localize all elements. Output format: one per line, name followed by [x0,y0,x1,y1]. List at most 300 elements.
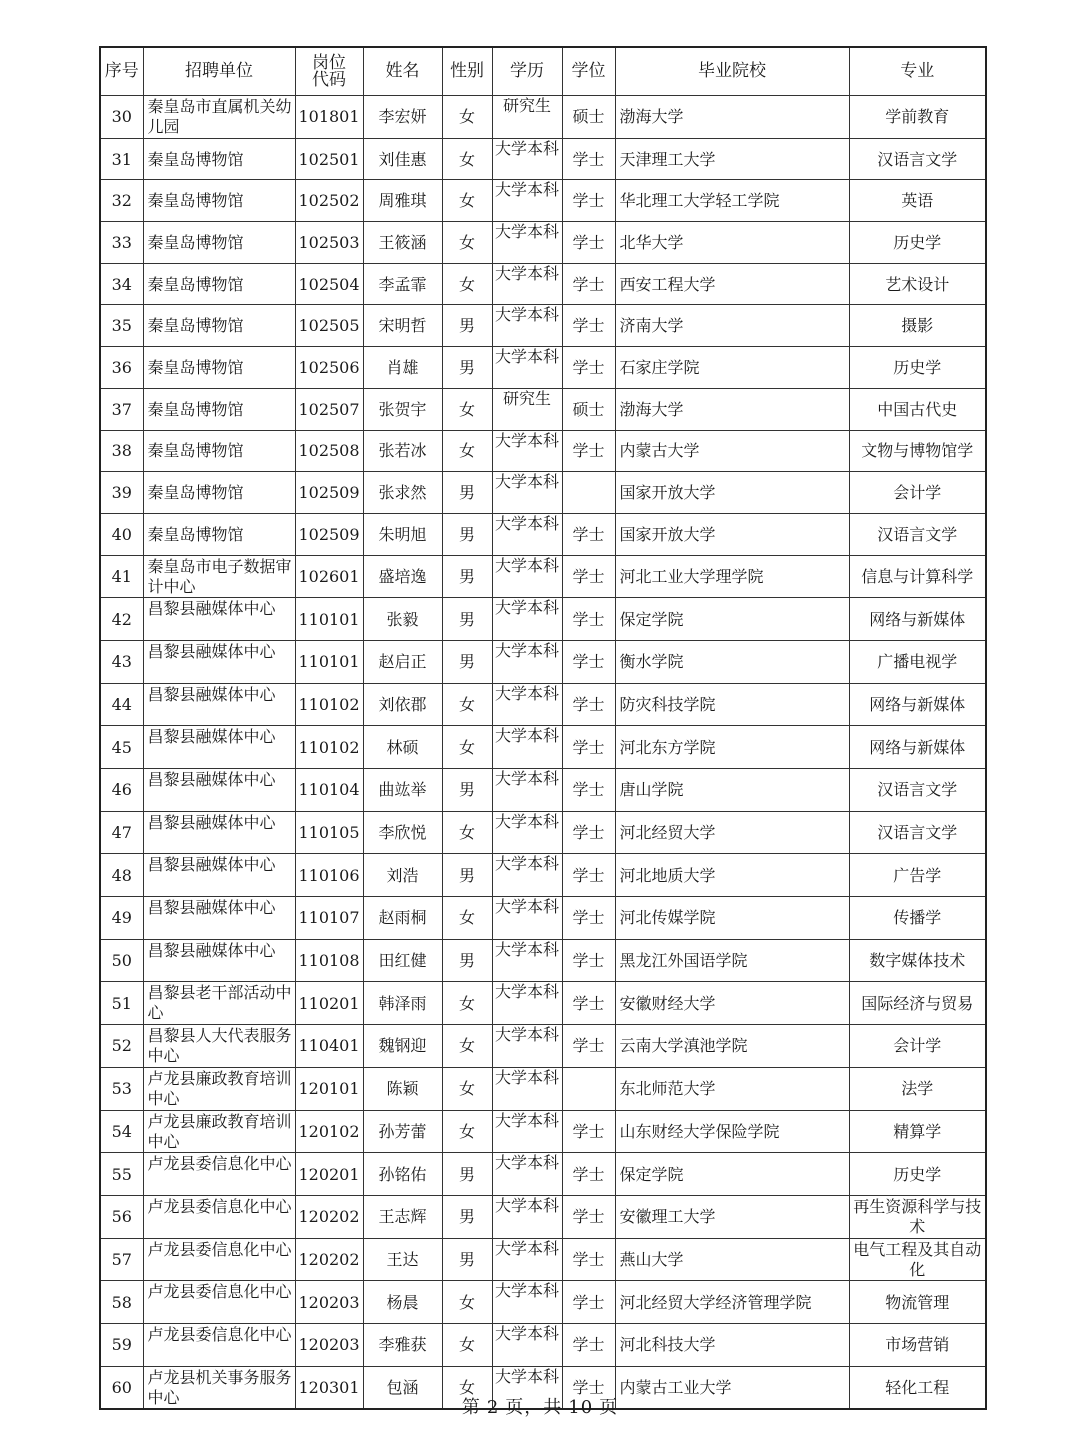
cell-seq: 60 [100,1366,143,1409]
cell-education: 大学本科 [492,640,562,683]
cell-code: 102503 [295,222,363,264]
header-code-line2: 代码 [312,69,346,90]
table-row [100,305,986,347]
cell-degree: 硕士 [562,96,615,139]
cell-degree: 学士 [562,939,615,982]
cell-school: 保定学院 [615,1153,849,1196]
cell-major: 会计学 [849,1025,986,1068]
cell-major: 文物与博物馆学 [849,430,986,472]
cell-major: 历史学 [849,347,986,389]
cell-degree: 学士 [562,347,615,389]
cell-code: 110107 [295,897,363,940]
cell-school: 河北经贸大学 [615,811,849,854]
page-current: 2 [486,1397,500,1418]
cell-seq: 33 [100,222,143,264]
cell-seq: 40 [100,513,143,555]
header-seq: 序号 [100,47,143,96]
header-major: 专业 [849,47,986,96]
page-footer [0,1393,1080,1419]
cell-unit: 卢龙县委信息化中心 [143,1323,295,1366]
cell-unit: 昌黎县融媒体中心 [143,897,295,940]
cell-seq: 38 [100,430,143,472]
cell-school: 河北经贸大学经济管理学院 [615,1281,849,1324]
cell-unit: 昌黎县融媒体中心 [143,854,295,897]
cell-education: 大学本科 [492,1025,562,1068]
cell-education: 大学本科 [492,1366,562,1409]
cell-code: 120301 [295,1366,363,1409]
cell-degree: 学士 [562,1153,615,1196]
cell-code: 102509 [295,513,363,555]
cell-education: 大学本科 [492,769,562,812]
cell-unit: 昌黎县融媒体中心 [143,769,295,812]
cell-code: 110108 [295,939,363,982]
cell-code: 120203 [295,1323,363,1366]
cell-seq: 32 [100,180,143,222]
table-body [100,96,986,1410]
cell-degree: 学士 [562,1323,615,1366]
header-name: 姓名 [363,47,442,96]
header-code [295,47,363,96]
cell-major: 广播电视学 [849,640,986,683]
cell-seq: 59 [100,1323,143,1366]
cell-gender: 男 [442,1153,492,1196]
table-row [100,1281,986,1324]
table-row [100,430,986,472]
table-row [100,598,986,641]
cell-school: 燕山大学 [615,1238,849,1281]
cell-degree: 学士 [562,1281,615,1324]
table-row [100,138,986,180]
cell-school: 保定学院 [615,598,849,641]
cell-degree: 学士 [562,513,615,555]
cell-school: 防灾科技学院 [615,683,849,726]
cell-major: 精算学 [849,1110,986,1153]
cell-code: 120202 [295,1195,363,1238]
cell-degree: 学士 [562,854,615,897]
cell-code: 102509 [295,472,363,514]
cell-seq: 51 [100,982,143,1025]
cell-gender: 女 [442,180,492,222]
page-mid: 页，共 [505,1397,563,1418]
page-total: 10 [568,1397,594,1418]
cell-education: 大学本科 [492,555,562,598]
cell-degree: 学士 [562,1110,615,1153]
table-row [100,1153,986,1196]
table-row [100,222,986,264]
cell-major: 艺术设计 [849,263,986,305]
cell-school: 渤海大学 [615,96,849,139]
cell-code: 102507 [295,388,363,430]
cell-name: 李孟霏 [363,263,442,305]
cell-gender: 男 [442,305,492,347]
cell-school: 河北地质大学 [615,854,849,897]
table-header-row [100,47,986,96]
cell-seq: 35 [100,305,143,347]
cell-unit: 昌黎县融媒体中心 [143,598,295,641]
cell-school: 唐山学院 [615,769,849,812]
cell-name: 朱明旭 [363,513,442,555]
cell-major: 轻化工程 [849,1366,986,1409]
cell-name: 魏钢迎 [363,1025,442,1068]
cell-major: 传播学 [849,897,986,940]
cell-code: 102504 [295,263,363,305]
cell-name: 曲竑举 [363,769,442,812]
cell-major: 汉语言文学 [849,811,986,854]
cell-education: 大学本科 [492,513,562,555]
cell-code: 102505 [295,305,363,347]
cell-degree: 学士 [562,555,615,598]
cell-education: 大学本科 [492,263,562,305]
cell-school: 河北工业大学理学院 [615,555,849,598]
cell-school: 华北理工大学轻工学院 [615,180,849,222]
table-row [100,263,986,305]
table-row [100,555,986,598]
cell-name: 张求然 [363,472,442,514]
cell-unit: 卢龙县廉政教育培训中心 [143,1110,295,1153]
table-row [100,726,986,769]
cell-unit: 秦皇岛博物馆 [143,305,295,347]
cell-gender: 男 [442,1195,492,1238]
cell-degree: 学士 [562,598,615,641]
cell-seq: 39 [100,472,143,514]
cell-unit: 秦皇岛博物馆 [143,513,295,555]
cell-school: 内蒙古工业大学 [615,1366,849,1409]
cell-education: 大学本科 [492,598,562,641]
cell-gender: 男 [442,472,492,514]
cell-unit: 卢龙县委信息化中心 [143,1153,295,1196]
cell-school: 北华大学 [615,222,849,264]
cell-unit: 秦皇岛博物馆 [143,430,295,472]
cell-degree: 学士 [562,897,615,940]
cell-school: 内蒙古大学 [615,430,849,472]
table-row [100,1323,986,1366]
cell-education: 大学本科 [492,1281,562,1324]
cell-unit: 昌黎县融媒体中心 [143,726,295,769]
cell-major: 历史学 [849,1153,986,1196]
cell-unit: 昌黎县融媒体中心 [143,683,295,726]
cell-gender: 女 [442,811,492,854]
cell-major: 电气工程及其自动化 [849,1238,986,1281]
header-gender: 性别 [442,47,492,96]
table-row [100,683,986,726]
cell-gender: 女 [442,430,492,472]
cell-major: 网络与新媒体 [849,598,986,641]
cell-degree [562,1067,615,1110]
cell-name: 陈颖 [363,1067,442,1110]
table-row [100,1110,986,1153]
cell-unit: 秦皇岛博物馆 [143,222,295,264]
table-row [100,811,986,854]
cell-gender: 女 [442,1323,492,1366]
cell-major: 再生资源科学与技术 [849,1195,986,1238]
cell-school: 石家庄学院 [615,347,849,389]
cell-major: 会计学 [849,472,986,514]
cell-major: 法学 [849,1067,986,1110]
cell-major: 网络与新媒体 [849,683,986,726]
cell-school: 安徽理工大学 [615,1195,849,1238]
cell-gender: 男 [442,939,492,982]
cell-gender: 男 [442,555,492,598]
cell-education: 研究生 [492,96,562,139]
cell-unit: 秦皇岛市电子数据审计中心 [143,555,295,598]
table-row [100,388,986,430]
cell-gender: 男 [442,513,492,555]
cell-seq: 47 [100,811,143,854]
table-row [100,347,986,389]
cell-unit: 秦皇岛博物馆 [143,388,295,430]
cell-school: 河北传媒学院 [615,897,849,940]
cell-education: 大学本科 [492,180,562,222]
cell-degree: 学士 [562,222,615,264]
header-degree: 学位 [562,47,615,96]
cell-seq: 55 [100,1153,143,1196]
cell-major: 摄影 [849,305,986,347]
table-row [100,640,986,683]
cell-unit: 昌黎县融媒体中心 [143,939,295,982]
cell-degree: 学士 [562,1195,615,1238]
cell-major: 汉语言文学 [849,138,986,180]
cell-name: 张毅 [363,598,442,641]
cell-unit: 卢龙县机关事务服务中心 [143,1366,295,1409]
cell-school: 渤海大学 [615,388,849,430]
recruitment-table [99,46,987,1410]
cell-unit: 卢龙县委信息化中心 [143,1281,295,1324]
cell-seq: 46 [100,769,143,812]
cell-seq: 58 [100,1281,143,1324]
cell-degree: 学士 [562,982,615,1025]
table-row [100,1195,986,1238]
cell-education: 大学本科 [492,472,562,514]
cell-degree: 学士 [562,1025,615,1068]
cell-seq: 56 [100,1195,143,1238]
cell-code: 110201 [295,982,363,1025]
cell-name: 盛培逸 [363,555,442,598]
cell-seq: 45 [100,726,143,769]
cell-major: 汉语言文学 [849,513,986,555]
table-row [100,96,986,139]
table-row [100,769,986,812]
cell-school: 山东财经大学保险学院 [615,1110,849,1153]
cell-name: 孙芳蕾 [363,1110,442,1153]
cell-education: 大学本科 [492,305,562,347]
cell-unit: 卢龙县委信息化中心 [143,1195,295,1238]
cell-degree: 学士 [562,726,615,769]
cell-name: 包涵 [363,1366,442,1409]
cell-education: 大学本科 [492,726,562,769]
cell-education: 大学本科 [492,1153,562,1196]
cell-gender: 男 [442,598,492,641]
cell-seq: 41 [100,555,143,598]
table-row [100,1025,986,1068]
cell-education: 大学本科 [492,1238,562,1281]
cell-degree [562,472,615,514]
cell-code: 120201 [295,1153,363,1196]
cell-seq: 43 [100,640,143,683]
table-row [100,939,986,982]
cell-unit: 卢龙县廉政教育培训中心 [143,1067,295,1110]
cell-degree: 学士 [562,138,615,180]
cell-gender: 女 [442,726,492,769]
cell-education: 大学本科 [492,683,562,726]
cell-name: 赵启正 [363,640,442,683]
cell-name: 张贺宇 [363,388,442,430]
cell-unit: 卢龙县委信息化中心 [143,1238,295,1281]
cell-gender: 女 [442,96,492,139]
cell-education: 大学本科 [492,222,562,264]
header-unit: 招聘单位 [143,47,295,96]
cell-gender: 女 [442,982,492,1025]
cell-degree: 学士 [562,263,615,305]
cell-degree: 学士 [562,180,615,222]
cell-school: 东北师范大学 [615,1067,849,1110]
cell-school: 云南大学滇池学院 [615,1025,849,1068]
cell-education: 大学本科 [492,347,562,389]
cell-seq: 37 [100,388,143,430]
cell-name: 林硕 [363,726,442,769]
cell-name: 杨晨 [363,1281,442,1324]
header-code-line1: 岗位 [312,52,346,73]
cell-gender: 女 [442,683,492,726]
cell-seq: 53 [100,1067,143,1110]
cell-gender: 男 [442,1238,492,1281]
cell-major: 中国古代史 [849,388,986,430]
cell-seq: 44 [100,683,143,726]
cell-code: 110104 [295,769,363,812]
cell-school: 黑龙江外国语学院 [615,939,849,982]
cell-major: 汉语言文学 [849,769,986,812]
cell-gender: 女 [442,1110,492,1153]
cell-seq: 42 [100,598,143,641]
cell-gender: 男 [442,769,492,812]
cell-name: 刘佳惠 [363,138,442,180]
cell-degree: 学士 [562,769,615,812]
cell-code: 120101 [295,1067,363,1110]
cell-degree: 学士 [562,1238,615,1281]
cell-name: 张若冰 [363,430,442,472]
cell-education: 大学本科 [492,982,562,1025]
cell-seq: 57 [100,1238,143,1281]
cell-name: 刘依郡 [363,683,442,726]
table-row [100,513,986,555]
cell-code: 120203 [295,1281,363,1324]
cell-school: 衡水学院 [615,640,849,683]
cell-major: 国际经济与贸易 [849,982,986,1025]
cell-education: 大学本科 [492,430,562,472]
cell-education: 大学本科 [492,1110,562,1153]
cell-gender: 女 [442,222,492,264]
cell-seq: 31 [100,138,143,180]
cell-unit: 昌黎县老干部活动中心 [143,982,295,1025]
cell-unit: 昌黎县融媒体中心 [143,640,295,683]
cell-education: 大学本科 [492,1323,562,1366]
cell-degree: 学士 [562,430,615,472]
cell-major: 广告学 [849,854,986,897]
cell-name: 肖雄 [363,347,442,389]
cell-major: 信息与计算科学 [849,555,986,598]
cell-school: 天津理工大学 [615,138,849,180]
cell-name: 王志辉 [363,1195,442,1238]
cell-name: 王达 [363,1238,442,1281]
table-row [100,1067,986,1110]
cell-school: 济南大学 [615,305,849,347]
cell-name: 李欣悦 [363,811,442,854]
cell-name: 孙铭佑 [363,1153,442,1196]
cell-gender: 男 [442,854,492,897]
cell-name: 刘浩 [363,854,442,897]
cell-code: 120202 [295,1238,363,1281]
cell-code: 110401 [295,1025,363,1068]
cell-name: 韩泽雨 [363,982,442,1025]
cell-gender: 女 [442,1067,492,1110]
cell-code: 102601 [295,555,363,598]
cell-school: 国家开放大学 [615,472,849,514]
page-prefix: 第 [461,1397,481,1418]
cell-unit: 秦皇岛博物馆 [143,472,295,514]
cell-education: 大学本科 [492,138,562,180]
cell-code: 120102 [295,1110,363,1153]
cell-education: 研究生 [492,388,562,430]
cell-name: 宋明哲 [363,305,442,347]
cell-gender: 女 [442,138,492,180]
cell-name: 田红健 [363,939,442,982]
cell-seq: 50 [100,939,143,982]
cell-gender: 女 [442,388,492,430]
cell-school: 国家开放大学 [615,513,849,555]
cell-school: 河北东方学院 [615,726,849,769]
cell-name: 王筱涵 [363,222,442,264]
table-row [100,982,986,1025]
cell-education: 大学本科 [492,897,562,940]
cell-school: 西安工程大学 [615,263,849,305]
cell-seq: 30 [100,96,143,139]
cell-unit: 秦皇岛博物馆 [143,347,295,389]
cell-name: 周雅琪 [363,180,442,222]
cell-school: 河北科技大学 [615,1323,849,1366]
table-row [100,897,986,940]
cell-school: 安徽财经大学 [615,982,849,1025]
cell-code: 102506 [295,347,363,389]
cell-seq: 52 [100,1025,143,1068]
cell-name: 赵雨桐 [363,897,442,940]
cell-gender: 女 [442,1366,492,1409]
cell-unit: 秦皇岛市直属机关幼儿园 [143,96,295,139]
cell-major: 市场营销 [849,1323,986,1366]
cell-unit: 昌黎县人大代表服务中心 [143,1025,295,1068]
cell-gender: 女 [442,1025,492,1068]
cell-gender: 男 [442,640,492,683]
table-row [100,180,986,222]
cell-seq: 34 [100,263,143,305]
cell-major: 网络与新媒体 [849,726,986,769]
cell-code: 110106 [295,854,363,897]
cell-education: 大学本科 [492,1067,562,1110]
cell-code: 110102 [295,683,363,726]
table-row [100,854,986,897]
cell-name: 李雅获 [363,1323,442,1366]
cell-major: 历史学 [849,222,986,264]
cell-code: 110101 [295,598,363,641]
cell-major: 物流管理 [849,1281,986,1324]
cell-degree: 学士 [562,811,615,854]
cell-major: 数字媒体技术 [849,939,986,982]
cell-code: 101801 [295,96,363,139]
cell-code: 102502 [295,180,363,222]
header-education: 学历 [492,47,562,96]
cell-education: 大学本科 [492,854,562,897]
cell-education: 大学本科 [492,811,562,854]
cell-code: 102501 [295,138,363,180]
cell-degree: 学士 [562,1366,615,1409]
